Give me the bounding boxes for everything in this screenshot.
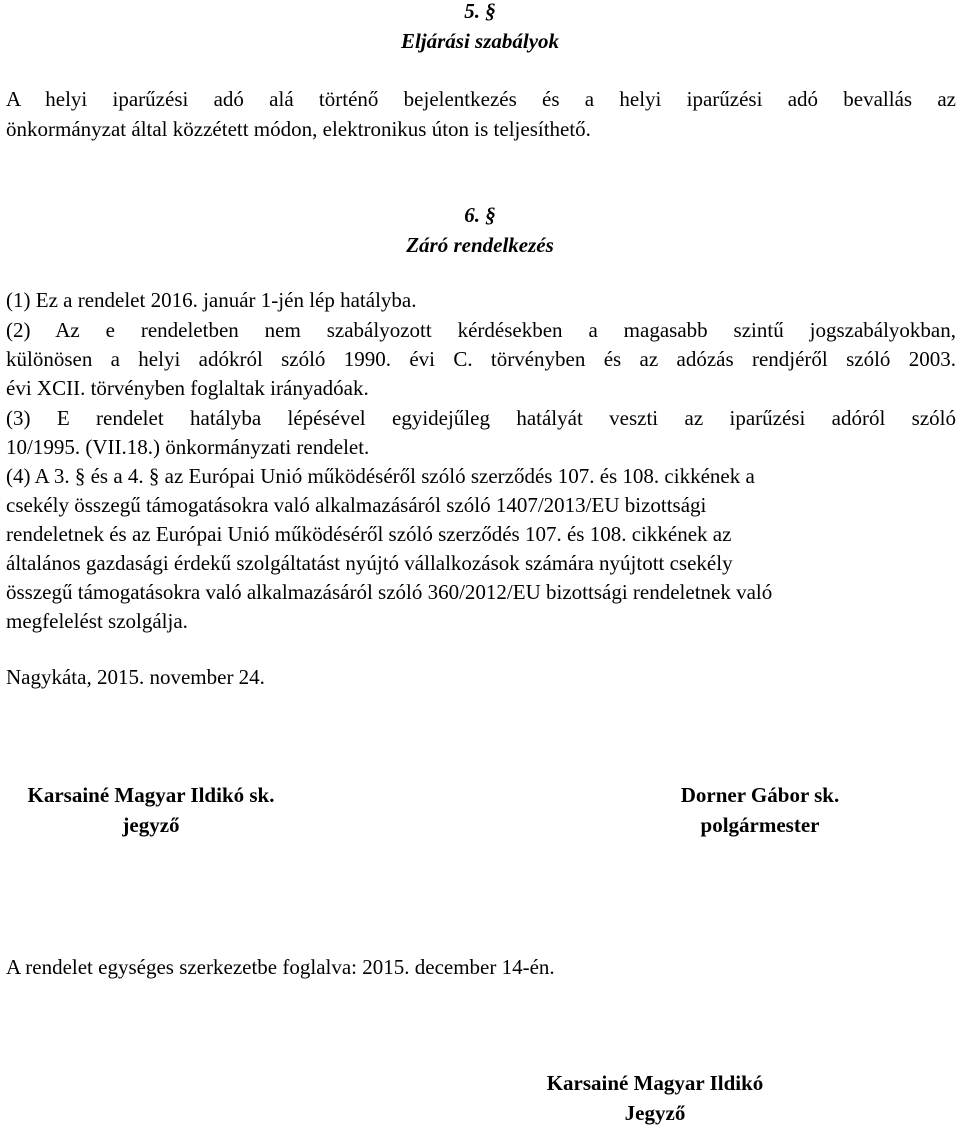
provision-2-line: (2) Az e rendeletben nem szabályozott kérdésekben a magasabb szintű jogszabályokban, [6, 318, 956, 342]
section-5-paragraph-line: A helyi iparűzési adó alá történő bejelentkezés és a helyi iparűzési adó bevallás az [6, 87, 956, 111]
provision-4-line: rendeletnek és az Európai Unió működéséről szóló szerződés 107. és 108. cikkének az [6, 522, 732, 546]
provision-1: (1) Ez a rendelet 2016. január 1-jén lép hatályba. [6, 288, 417, 312]
section-5-paragraph-line: önkormányzat által közzétett módon, elektronikus úton is teljesíthető. [6, 117, 591, 141]
right-signatory-role: polgármester [700, 813, 820, 837]
left-signatory-name: Karsainé Magyar Ildikó sk. [27, 783, 275, 807]
right-signatory-name: Dorner Gábor sk. [680, 783, 840, 807]
provision-2-line: különösen a helyi adókról szóló 1990. évi C. törvényben és az adózás rendjéről szóló 2003. [6, 347, 956, 371]
consolidation-note: A rendelet egységes szerkezetbe foglalva: 2015. december 14-én. [6, 955, 555, 979]
section-5-number: 5. § [464, 0, 496, 23]
final-signatory-role: Jegyző [624, 1101, 686, 1125]
provision-4-line: megfelelést szolgálja. [6, 609, 188, 633]
provision-4-line: általános gazdasági érdekű szolgáltatást nyújtó vállalkozások számára nyújtott csekély [6, 551, 733, 575]
place-and-date: Nagykáta, 2015. november 24. [6, 665, 265, 689]
provision-4-line: csekély összegű támogatásokra való alkalmazásáról szóló 1407/2013/EU bizottsági [6, 493, 707, 517]
final-signatory-name: Karsainé Magyar Ildikó [546, 1071, 764, 1095]
left-signatory-role: jegyző [122, 813, 180, 837]
provision-4-line: (4) A 3. § és a 4. § az Európai Unió működéséről szóló szerződés 107. és 108. cikkének a [6, 464, 755, 488]
provision-2-line: évi XCII. törvényben foglaltak irányadóak. [6, 376, 369, 400]
provision-3-line: (3) E rendelet hatályba lépésével egyidejűleg hatályát veszti az iparűzési adóról szóló [6, 406, 956, 430]
provision-3-line: 10/1995. (VII.18.) önkormányzati rendelet. [6, 435, 370, 459]
right-signature-block [660, 780, 860, 840]
section-6-number: 6. § [464, 203, 496, 227]
left-signature-block [6, 780, 296, 840]
section-6-title: Záró rendelkezés [406, 233, 554, 257]
final-signature-block [510, 1068, 800, 1128]
section-5-title: Eljárási szabályok [400, 29, 560, 53]
provision-4-line: összegű támogatásokra való alkalmazásáról szóló 360/2012/EU bizottsági rendeletnek való [6, 580, 773, 604]
